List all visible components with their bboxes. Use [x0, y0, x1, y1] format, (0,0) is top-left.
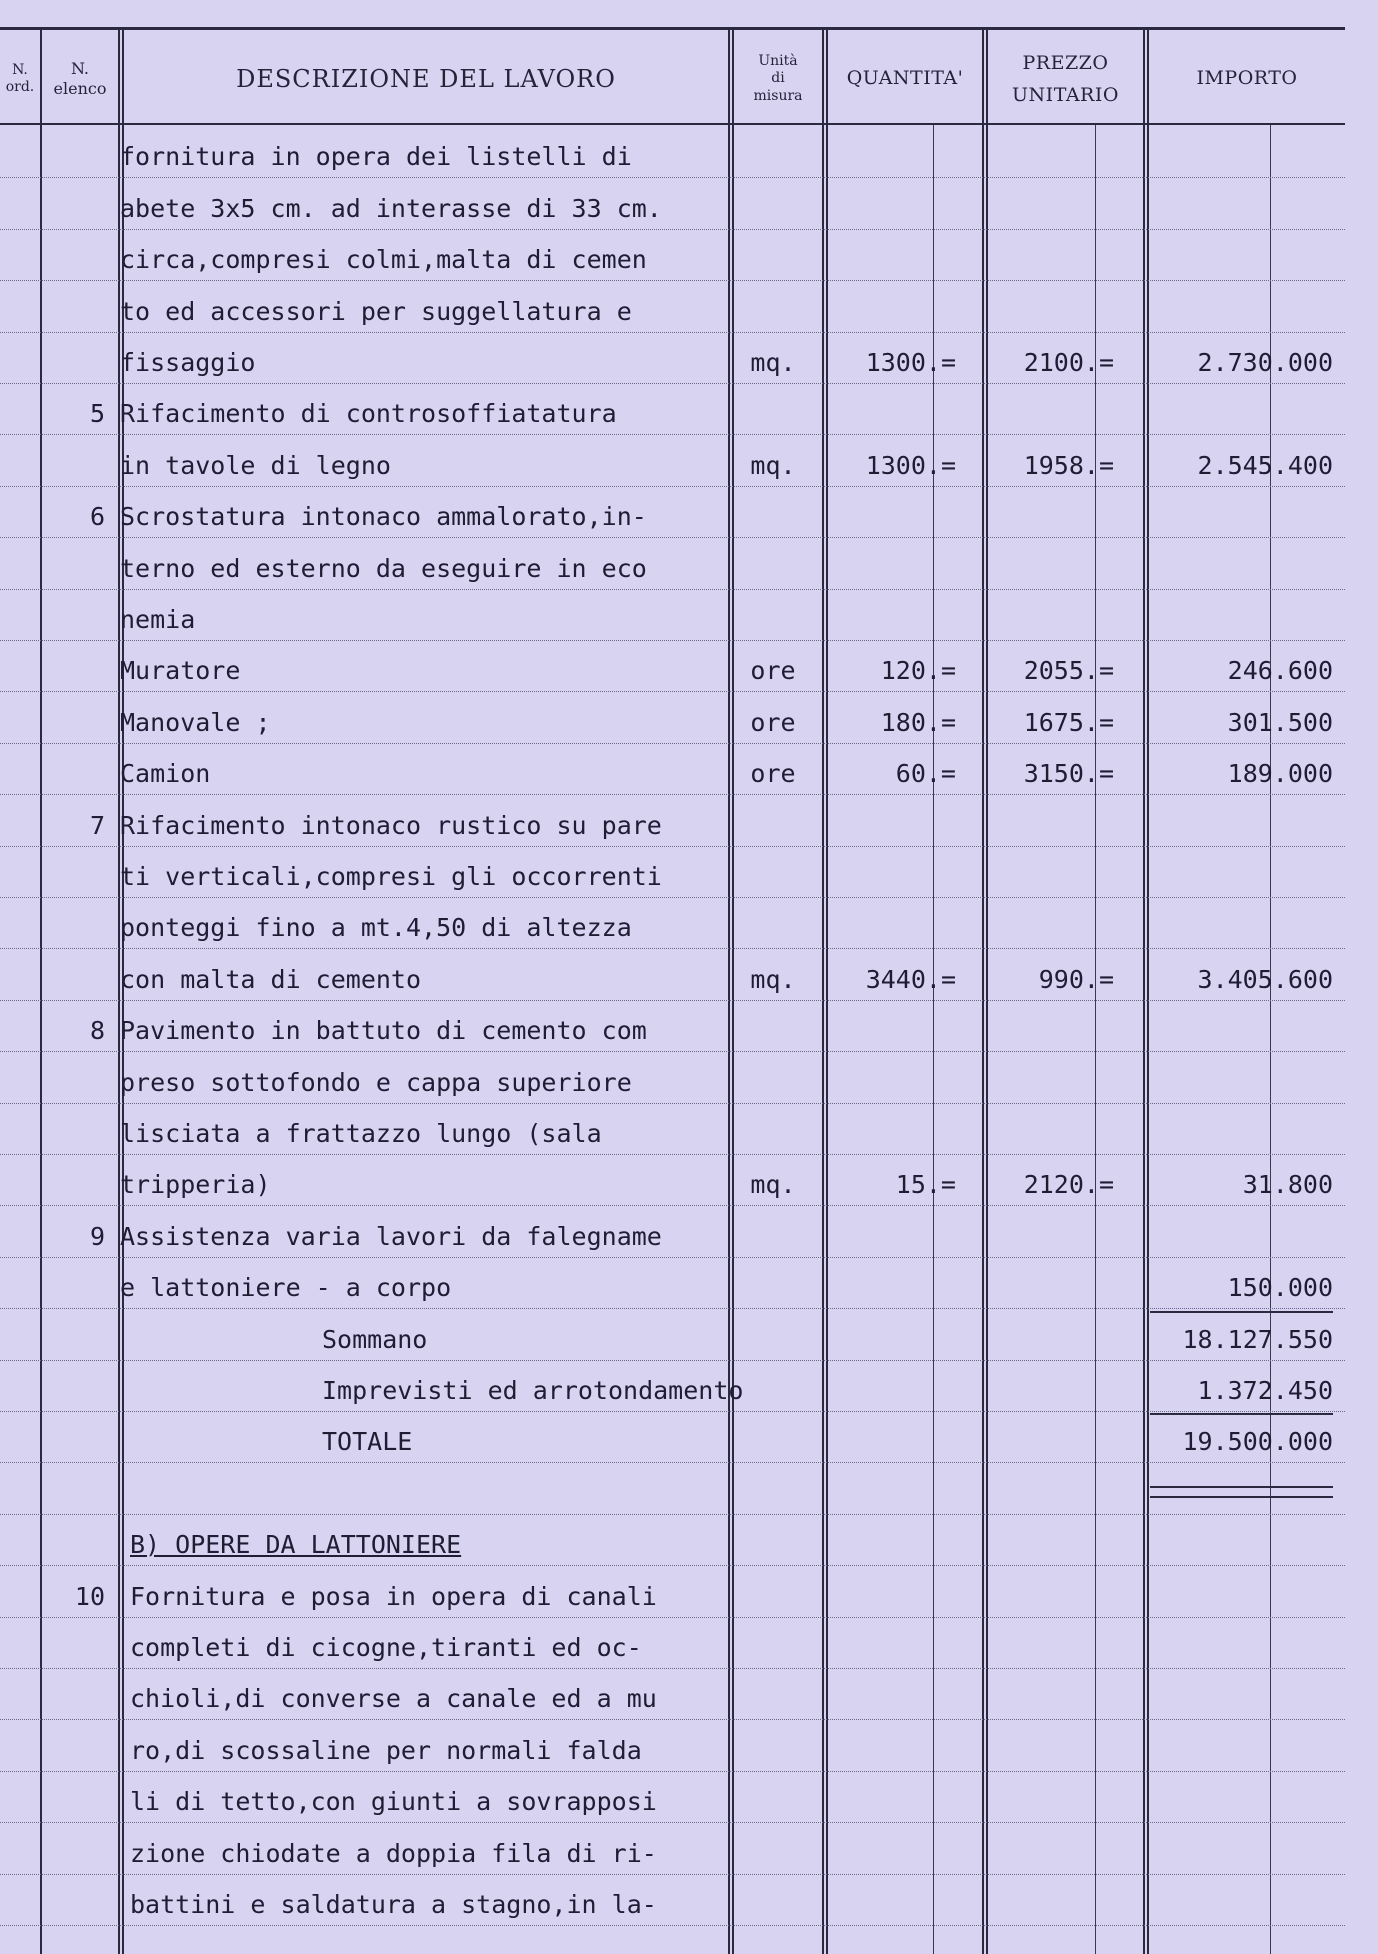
item-description: ti verticali,compresi gli occorrenti: [120, 861, 662, 891]
item-description: Fornitura e posa in opera di canali: [130, 1581, 657, 1611]
item-unit: mq.: [750, 964, 796, 994]
sum-rule: [1150, 1311, 1333, 1313]
item-unit-price: 990.=: [1038, 964, 1114, 994]
item-amount: 246.600: [1227, 656, 1333, 686]
item-number: 9: [89, 1221, 105, 1251]
item-description: fissaggio: [120, 347, 256, 377]
header-importo: IMPORTO: [1196, 67, 1298, 90]
table-row: [0, 230, 1345, 281]
table-row: [0, 641, 1345, 692]
item-description: terno ed esterno da eseguire in eco: [120, 553, 647, 583]
item-quantity: 120.=: [880, 656, 956, 686]
item-description: Pavimento in battuto di cemento com: [120, 1016, 647, 1046]
table-row: [0, 1361, 1345, 1412]
item-amount: 1.372.450: [1197, 1375, 1333, 1405]
table-row: [0, 281, 1345, 332]
item-description: abete 3x5 cm. ad interasse di 33 cm.: [120, 193, 662, 223]
table-row: [0, 847, 1345, 898]
item-number: 7: [89, 810, 105, 840]
table-row: [0, 1772, 1345, 1823]
item-description: Muratore: [120, 656, 241, 686]
table-row: [0, 333, 1345, 384]
item-description: TOTALE: [322, 1427, 413, 1457]
item-description: zione chiodate a doppia fila di ri-: [130, 1838, 657, 1868]
item-description: in tavole di legno: [120, 450, 391, 480]
item-unit: mq.: [750, 1170, 796, 1200]
item-description: fornitura in opera dei listelli di: [120, 142, 632, 172]
item-unit: ore: [750, 656, 796, 686]
item-description: li di tetto,con giunti a sovrapposi: [130, 1787, 657, 1817]
item-number: 5: [89, 399, 105, 429]
item-quantity: 3440.=: [865, 964, 956, 994]
table-row: [0, 590, 1345, 641]
item-description: ro,di scossaline per normali falda: [130, 1735, 642, 1765]
sum-rule: [1150, 1413, 1333, 1415]
header-n-elenco: N. elenco: [53, 59, 107, 98]
table-row: [0, 1001, 1345, 1052]
table-row: [0, 1618, 1345, 1669]
item-description: Rifacimento di controsoffiatatura: [120, 399, 617, 429]
item-amount: 31.800: [1242, 1170, 1333, 1200]
item-description: Manovale ;: [120, 707, 271, 737]
item-description: Imprevisti ed arrotondamento: [322, 1375, 744, 1405]
item-unit-price: 2120.=: [1023, 1170, 1114, 1200]
table-row: [0, 127, 1345, 178]
item-quantity: 180.=: [880, 707, 956, 737]
item-description: lisciata a frattazzo lungo (sala: [120, 1118, 602, 1148]
item-amount: 2.545.400: [1197, 450, 1333, 480]
table-row: [0, 1566, 1345, 1617]
item-description: preso sottofondo e cappa superiore: [120, 1067, 632, 1097]
item-description: battini e saldatura a stagno,in la-: [130, 1889, 657, 1919]
item-number: 8: [89, 1016, 105, 1046]
table-row: [0, 1104, 1345, 1155]
item-amount: 2.730.000: [1197, 347, 1333, 377]
table-row: [0, 1206, 1345, 1257]
table-row: [0, 1515, 1345, 1566]
item-description: completi di cicogne,tiranti ed oc-: [130, 1632, 642, 1662]
table-row: [0, 384, 1345, 435]
table-row: [0, 1309, 1345, 1360]
header-prezzo: PREZZO UNITARIO: [1012, 51, 1119, 106]
header-n-ord: N. ord.: [5, 61, 35, 95]
item-description: Assistenza varia lavori da falegname: [120, 1221, 662, 1251]
table-row: [0, 1052, 1345, 1103]
table-row: [0, 435, 1345, 486]
item-amount: 150.000: [1227, 1273, 1333, 1303]
table-row: [0, 1669, 1345, 1720]
item-quantity: 1300.=: [865, 450, 956, 480]
table-row: [0, 898, 1345, 949]
row-rule: [0, 1925, 1345, 1926]
table-row: [0, 795, 1345, 846]
header-descrizione: DESCRIZIONE DEL LAVORO: [236, 65, 616, 93]
item-unit: ore: [750, 707, 796, 737]
item-unit-price: 2100.=: [1023, 347, 1114, 377]
header-unita: Unità di misura: [753, 52, 803, 104]
table-row: [0, 1412, 1345, 1463]
table-row: [0, 1258, 1345, 1309]
item-description: chioli,di converse a canale ed a mu: [130, 1684, 657, 1714]
item-description: Sommano: [322, 1324, 428, 1354]
item-description: ponteggi fino a mt.4,50 di altezza: [120, 913, 632, 943]
item-description: nemia: [120, 604, 196, 634]
table-row: [0, 178, 1345, 229]
table-row: [0, 744, 1345, 795]
item-description: to ed accessori per suggellatura e: [120, 296, 632, 326]
table-row: [0, 692, 1345, 743]
item-description: e lattoniere - a corpo: [120, 1273, 452, 1303]
item-quantity: 15.=: [895, 1170, 956, 1200]
table-row: [0, 538, 1345, 589]
item-unit-price: 3150.=: [1023, 759, 1114, 789]
item-description: con malta di cemento: [120, 964, 422, 994]
table-row: [0, 1823, 1345, 1874]
item-description: Rifacimento intonaco rustico su pare: [120, 810, 662, 840]
item-amount: 19.500.000: [1182, 1427, 1333, 1457]
item-unit: ore: [750, 759, 796, 789]
item-description: tripperia): [120, 1170, 271, 1200]
item-amount: 189.000: [1227, 759, 1333, 789]
item-description: circa,compresi colmi,malta di cemen: [120, 245, 647, 275]
item-amount: 3.405.600: [1197, 964, 1333, 994]
table-row: [0, 1463, 1345, 1514]
table-row: [0, 1155, 1345, 1206]
item-number: 10: [74, 1581, 105, 1611]
item-unit-price: 2055.=: [1023, 656, 1114, 686]
item-number: 6: [89, 502, 105, 532]
item-unit: mq.: [750, 347, 796, 377]
total-double-rule: [1150, 1486, 1333, 1498]
table-row: [0, 1875, 1345, 1926]
item-unit-price: 1675.=: [1023, 707, 1114, 737]
item-unit-price: 1958.=: [1023, 450, 1114, 480]
table-row: [0, 949, 1345, 1000]
header-quantita: QUANTITA': [846, 67, 964, 90]
item-description: Camion: [120, 759, 211, 789]
item-amount: 301.500: [1227, 707, 1333, 737]
table-row: [0, 1720, 1345, 1771]
table-row: [0, 487, 1345, 538]
item-description: B) OPERE DA LATTONIERE: [130, 1530, 462, 1560]
item-amount: 18.127.550: [1182, 1324, 1333, 1354]
item-quantity: 60.=: [895, 759, 956, 789]
item-quantity: 1300.=: [865, 347, 956, 377]
item-unit: mq.: [750, 450, 796, 480]
item-description: Scrostatura intonaco ammalorato,in-: [120, 502, 647, 532]
